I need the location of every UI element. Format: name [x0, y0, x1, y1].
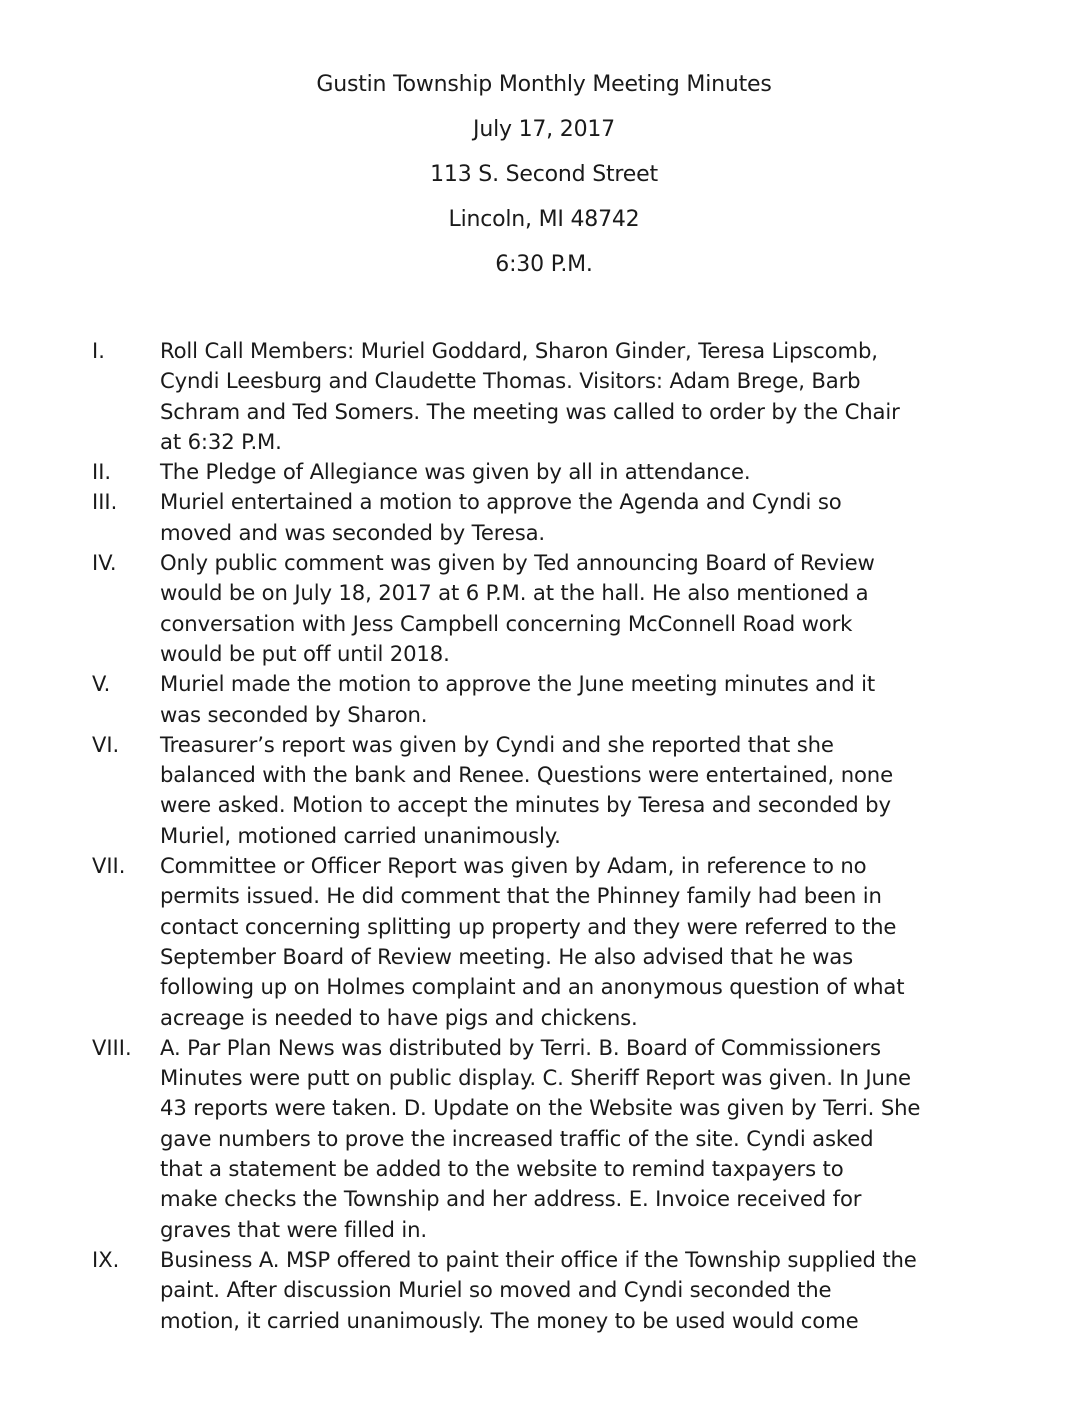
minutes-item	[0, 851, 1088, 1033]
item-text	[160, 1033, 1025, 1245]
document-title: Gustin Township Monthly Meeting Minutes	[316, 72, 772, 97]
minutes-item	[0, 457, 1088, 487]
minutes-list	[0, 336, 1088, 1336]
minutes-item	[0, 336, 1088, 457]
item-text-line: Only public comment was given by Ted announcing Board of Review	[160, 550, 875, 576]
item-text-line: Muriel, motioned carried unanimously.	[160, 822, 561, 848]
item-text-line: Roll Call Members: Muriel Goddard, Sharon Ginder, Teresa Lipscomb,	[160, 338, 878, 363]
item-numeral: IV.	[92, 551, 117, 576]
minutes-item	[0, 487, 1088, 548]
item-text-line: balanced with the bank and Renee. Questions were entertained, none	[160, 762, 893, 788]
item-text-line: Minutes were putt on public display. C. Sheriff Report was given. In June	[160, 1065, 911, 1091]
item-text-line: would be put off until 2018.	[160, 640, 450, 666]
item-text-line: permits issued. He did comment that the Phinney family had been in	[160, 883, 882, 909]
item-text-line: that a statement be added to the website to remind taxpayers to	[160, 1156, 844, 1182]
meeting-date: July 17, 2017	[473, 117, 615, 142]
item-text-line: The Pledge of Allegiance was given by all in attendance.	[160, 459, 751, 485]
item-text-line: Treasurer’s report was given by Cyndi and she reported that she	[160, 731, 834, 757]
item-numeral: V.	[92, 672, 111, 697]
item-numeral: IX.	[92, 1247, 120, 1272]
item-text	[160, 1245, 1025, 1336]
meeting-address-street: 113 S. Second Street	[430, 162, 658, 187]
item-text	[160, 487, 1025, 548]
item-text-line: Muriel entertained a motion to approve the Agenda and Cyndi so	[160, 489, 842, 515]
item-numeral: II.	[92, 460, 112, 485]
minutes-item	[0, 1245, 1088, 1336]
item-numeral: I.	[92, 339, 105, 363]
item-text-line: graves that were filled in.	[160, 1216, 427, 1242]
item-numeral: III.	[92, 490, 118, 515]
minutes-item	[0, 730, 1088, 851]
item-text-line: Business A. MSP offered to paint their office if the Township supplied the	[160, 1246, 917, 1272]
item-text-line: paint. After discussion Muriel so moved and Cyndi seconded the	[160, 1277, 832, 1303]
item-text-line: Muriel made the motion to approve the June meeting minutes and it	[160, 671, 876, 697]
item-text	[160, 730, 1025, 851]
item-numeral: VI.	[92, 732, 120, 757]
item-numeral: VII.	[92, 854, 126, 879]
item-text-line: following up on Holmes complaint and an anonymous question of what	[160, 974, 905, 1000]
item-text	[160, 457, 1025, 487]
item-text-line: make checks the Township and her address. E. Invoice received for	[160, 1186, 862, 1212]
item-text-line: at 6:32 P.M.	[160, 428, 282, 454]
item-text-line: was seconded by Sharon.	[160, 701, 428, 727]
item-numeral: VIII.	[92, 1035, 132, 1060]
item-text-line: acreage is needed to have pigs and chickens.	[160, 1004, 638, 1030]
item-text-line: September Board of Review meeting. He also advised that he was	[160, 943, 854, 969]
item-text-line: Cyndi Leesburg and Claudette Thomas. Visitors: Adam Brege, Barb	[160, 368, 861, 394]
item-text	[160, 336, 1025, 457]
item-text-line: A. Par Plan News was distributed by Terri. B. Board of Commissioners	[160, 1034, 881, 1060]
item-text-line: 43 reports were taken. D. Update on the Website was given by Terri. She	[160, 1095, 921, 1121]
item-text-line: were asked. Motion to accept the minutes by Teresa and seconded by	[160, 792, 891, 818]
item-text-line: Committee or Officer Report was given by Adam, in reference to no	[160, 853, 867, 879]
item-text-line: motion, it carried unanimously. The money to be used would come	[160, 1307, 859, 1333]
item-text	[160, 851, 1025, 1033]
item-text-line: would be on July 18, 2017 at 6 P.M. at the hall. He also mentioned a	[160, 580, 869, 606]
meeting-address-city: Lincoln, MI 48742	[448, 207, 640, 232]
item-text-line: contact concerning splitting up property and they were referred to the	[160, 913, 897, 939]
meeting-time: 6:30 P.M.	[495, 252, 593, 277]
item-text-line: Schram and Ted Somers. The meeting was called to order by the Chair	[160, 398, 900, 424]
minutes-item	[0, 1033, 1088, 1245]
minutes-item	[0, 548, 1088, 669]
item-text-line: gave numbers to prove the increased traffic of the site. Cyndi asked	[160, 1125, 874, 1151]
item-text	[160, 669, 1025, 730]
item-text-line: conversation with Jess Campbell concerning McConnell Road work	[160, 610, 853, 636]
item-text	[160, 548, 1025, 669]
minutes-item	[0, 669, 1088, 730]
item-text-line: moved and was seconded by Teresa.	[160, 519, 546, 545]
document-header	[0, 62, 1088, 287]
